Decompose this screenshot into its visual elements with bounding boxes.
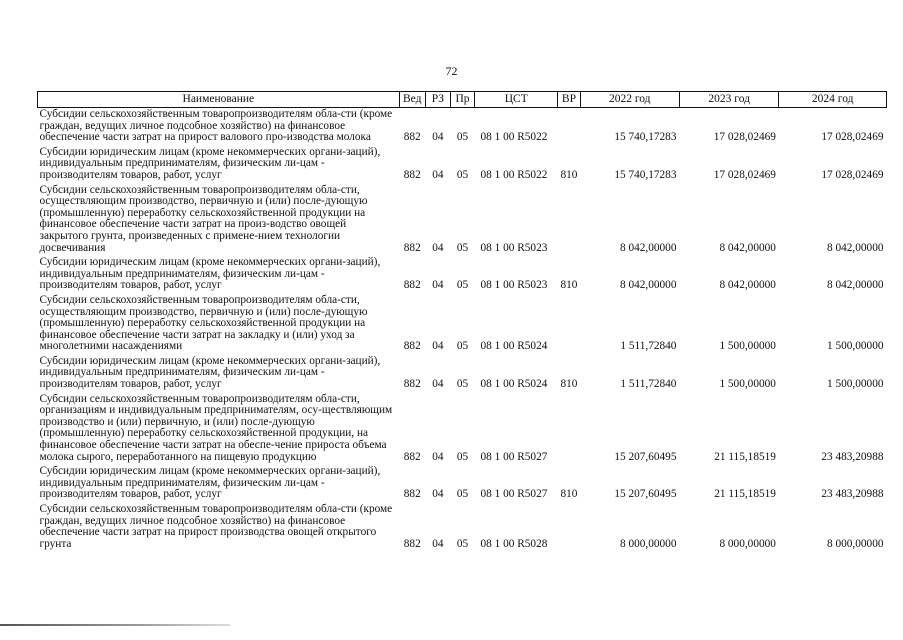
row-2022: 8 042,00000 [619,279,677,292]
page-number: 72 [445,64,458,78]
row-pr: 05 [456,168,469,181]
row-name: Субсидии сельскохозяйственным товаропроизводителям обла-сти, осуществляющим производство, первичную и (или) после-дующую (промышленную) переработку сельскохозяйственной продукции на финансовое обеспечение части затрат на произ-водство овощей закрытого грунта, произведенных с примене-нием технологии досвечивания [39,183,368,254]
row-ved: 882 [403,378,421,391]
row-name: Субсидии сельскохозяйственным товаропроизводителям обла-сти, осуществляющим производство, первичную и (или) после-дующую (промышленную) переработку сельскохозяйственной продукции на финансовое обеспечение части затрат на закладку и (или) уход за многолетними насаждениями [39,293,368,353]
row-pr: 05 [456,340,469,353]
row-rz: 04 [432,378,444,391]
table-row [38,146,887,184]
row-cst: 08 1 00 R5024 [480,378,548,391]
row-pr: 05 [456,450,469,463]
header-vr: ВР [558,92,580,108]
row-ved: 882 [403,279,421,292]
row-2023: 17 028,02469 [713,168,776,181]
row-cst: 08 1 00 R5028 [480,537,548,550]
row-pr: 05 [456,488,469,501]
row-vr [558,184,580,257]
table-row [38,355,887,393]
row-vr: 810 [560,488,578,501]
row-2023: 1 500,00000 [719,340,776,353]
header-pr: Пр [450,92,474,108]
row-vr: 810 [560,168,578,181]
row-2023: 8 000,00000 [719,537,776,550]
header-rz: РЗ [425,92,450,108]
budget-table [37,91,887,552]
row-rz: 04 [432,131,444,144]
row-2022: 15 207,60495 [614,450,677,463]
row-pr: 05 [456,537,469,550]
row-vr: 810 [560,378,578,391]
row-name: Субсидии юридическим лицам (кроме некоммерческих органи-заций), индивидуальным предпринимателям, физическим ли-цам - производителям товаров, работ, услуг [39,465,381,501]
row-2023: 8 042,00000 [719,241,776,254]
row-cst: 08 1 00 R5023 [480,241,548,254]
header-2023: 2023 год [679,92,778,108]
row-vr [558,108,580,146]
row-ved: 882 [403,241,421,254]
row-2024: 1 500,00000 [827,340,884,353]
row-2022: 8 000,00000 [619,537,677,550]
row-2024: 17 028,02469 [821,131,884,144]
table-row [38,465,887,503]
row-2023: 21 115,18519 [714,488,776,501]
row-2024: 17 028,02469 [821,168,884,181]
row-ved: 882 [403,168,421,181]
row-ved: 882 [403,488,421,501]
row-name: Субсидии сельскохозяйственным товаропроизводителям обла-сти (кроме граждан, ведущих личное подсобное хозяйство) на финансовое обеспечение части затрат на прирост производства овощей открытого грунта [39,503,393,550]
row-2023: 1 500,00000 [719,378,776,391]
row-vr: 810 [560,279,578,292]
header-name: Наименование [38,92,400,108]
table-header [38,92,887,108]
row-rz: 04 [432,340,444,353]
row-pr: 05 [456,378,469,391]
header-2024: 2024 год [779,92,887,108]
row-2022: 1 511,72840 [620,340,677,353]
row-2024: 23 483,20988 [821,488,884,501]
row-name: Субсидии сельскохозяйственным товаропроизводителям обла-сти (кроме граждан, ведущих личное подсобное хозяйство) на финансовое обеспечение части затрат на прирост валового про-изводства молока [39,108,393,144]
row-2023: 17 028,02469 [713,131,776,144]
row-ved: 882 [403,537,421,550]
header-ved: Вед [399,92,425,108]
row-2024: 8 042,00000 [827,279,884,292]
row-2022: 1 511,72840 [620,378,677,391]
table-row [38,184,887,257]
header-2022: 2022 год [580,92,679,108]
row-2022: 15 740,17283 [614,168,677,181]
header-cst: ЦСТ [475,92,558,108]
row-2024: 1 500,00000 [827,378,884,391]
row-cst: 08 1 00 R5023 [480,279,548,292]
row-2023: 8 042,00000 [719,279,776,292]
row-cst: 08 1 00 R5022 [480,131,548,144]
row-name: Субсидии сельскохозяйственным товаропроизводителям обла-сти, организациям и индивидуальным предпринимателям, осу-ществляющим производство и (или) первичную, и (или) после-дующую (промышленную) переработку сельскохозяйственной продукции, на финансовое обеспечение части затрат на обеспе-чение прироста объема молока сырого, переработанного на пищевую продукцию [39,392,393,463]
row-2024: 8 042,00000 [827,241,884,254]
row-pr: 05 [456,131,469,144]
row-cst: 08 1 00 R5027 [480,450,548,463]
row-pr: 05 [456,279,469,292]
row-name: Субсидии юридическим лицам (кроме некоммерческих органи-заций), индивидуальным предпринимателям, физическим ли-цам - производителям товаров, работ, услуг [39,145,381,181]
row-name: Субсидии юридическим лицам (кроме некоммерческих органи-заций), индивидуальным предпринимателям, физическим ли-цам - производителям товаров, работ, услуг [39,256,381,292]
table-row [38,294,887,355]
row-cst: 08 1 00 R5022 [480,168,548,181]
row-rz: 04 [432,241,444,254]
scan-edge-line [0,624,230,626]
row-rz: 04 [432,168,444,181]
row-name: Субсидии юридическим лицам (кроме некоммерческих органи-заций), индивидуальным предпринимателям, физическим ли-цам - производителям товаров, работ, услуг [39,354,381,391]
row-2022: 15 740,17283 [614,131,677,144]
row-cst: 08 1 00 R5027 [480,488,548,501]
row-2022: 8 042,00000 [619,241,677,254]
row-2022: 15 207,60495 [614,488,677,501]
table-row [38,393,887,466]
table-row [38,503,887,552]
row-rz: 04 [432,488,444,501]
table-row [38,256,887,294]
row-ved: 882 [403,340,421,353]
row-ved: 882 [403,131,421,144]
row-cst: 08 1 00 R5024 [480,340,548,353]
table-row [38,108,887,146]
row-vr [558,503,580,552]
row-2024: 8 000,00000 [827,537,884,550]
row-ved: 882 [403,450,421,463]
row-vr [558,294,580,355]
row-2023: 21 115,18519 [714,450,776,463]
row-vr [558,393,580,466]
row-rz: 04 [432,537,444,550]
row-2024: 23 483,20988 [821,450,884,463]
row-rz: 04 [432,450,444,463]
row-rz: 04 [432,279,444,292]
row-pr: 05 [456,241,469,254]
